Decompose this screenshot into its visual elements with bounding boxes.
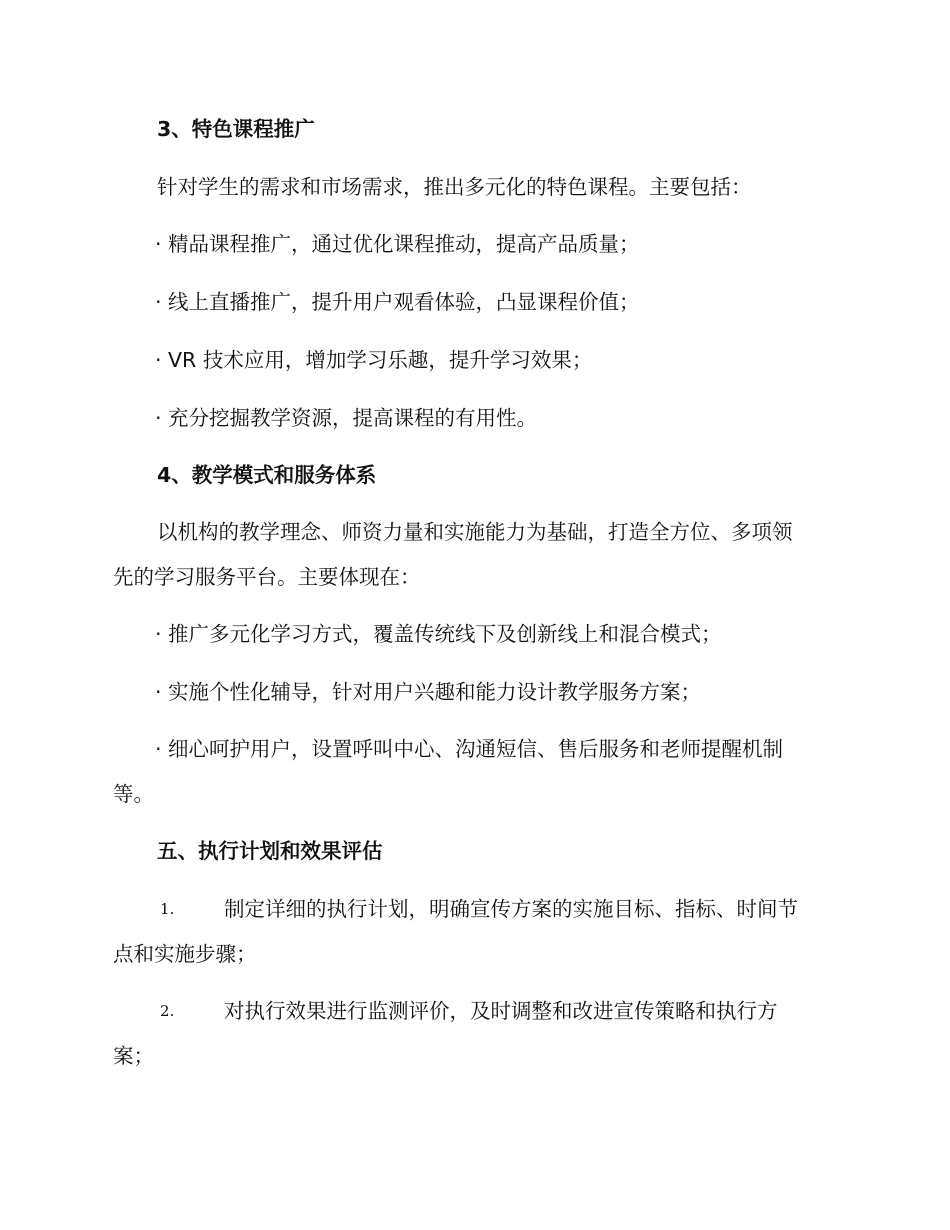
bullet-item: · 推广多元化学习方式，覆盖传统线下及创新线上和混合模式；	[155, 622, 722, 646]
bullet-item: · 线上直播推广，提升用户观看体验，凸显课程价值；	[155, 290, 640, 314]
bullet-item-line2: 等。	[113, 782, 154, 806]
section-4-intro-line2: 先的学习服务平台。主要体现在：	[113, 565, 421, 589]
list-item-line1: 对执行效果进行监测评价，及时调整和改进宣传策略和执行方	[224, 999, 778, 1023]
section-3-intro: 针对学生的需求和市场需求，推出多元化的特色课程。主要包括：	[157, 175, 752, 199]
section-heading-5: 五、执行计划和效果评估	[157, 839, 383, 863]
bullet-item-line1: · 细心呵护用户，设置呼叫中心、沟通短信、售后服务和老师提醒机制	[155, 737, 784, 761]
section-heading-4: 4、教学模式和服务体系	[157, 463, 377, 487]
list-item-number: 2.	[160, 1002, 175, 1020]
list-item-number: 1.	[160, 900, 175, 918]
section-4-intro-line1: 以机构的教学理念、师资力量和实施能力为基础，打造全方位、多项领	[157, 520, 793, 544]
bullet-item: · 充分挖掘教学资源，提高课程的有用性。	[155, 406, 538, 430]
list-item-line1: 制定详细的执行计划，明确宣传方案的实施目标、指标、时间节	[224, 897, 798, 921]
bullet-item: · VR 技术应用，增加学习乐趣，提升学习效果；	[155, 348, 593, 372]
bullet-item: · 精品课程推广，通过优化课程推动，提高产品质量；	[155, 232, 640, 256]
bullet-item: · 实施个性化辅导，针对用户兴趣和能力设计教学服务方案；	[155, 680, 702, 704]
list-item-line2: 点和实施步骤；	[113, 942, 257, 966]
section-heading-3: 3、特色课程推广	[157, 117, 315, 141]
list-item-line2: 案；	[113, 1044, 154, 1068]
